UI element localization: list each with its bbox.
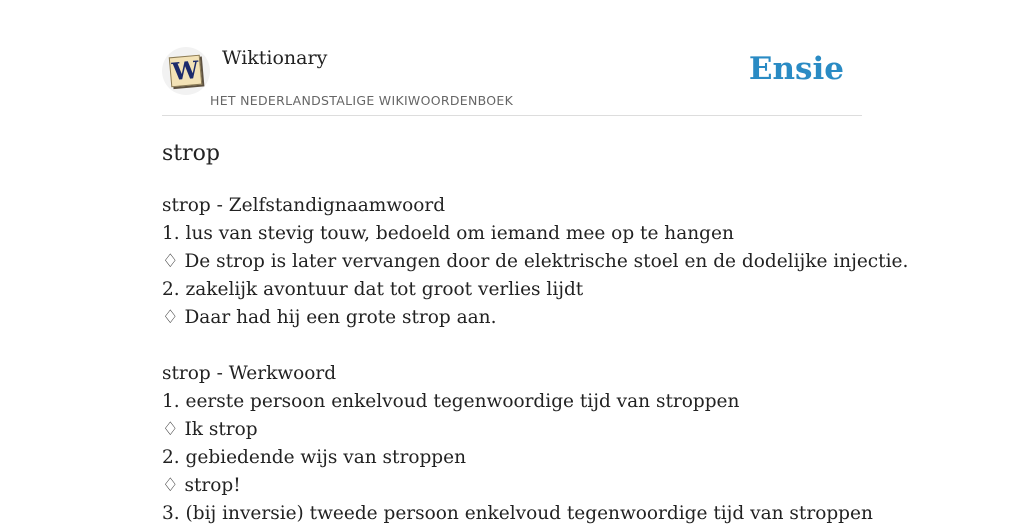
entry-heading: strop - Zelfstandignaamwoord xyxy=(162,195,446,216)
logo-letter: W xyxy=(170,54,201,87)
entry-spacer xyxy=(162,332,862,360)
logo-tile xyxy=(169,55,202,88)
ensie-brand-logo[interactable]: Ensie xyxy=(748,51,844,87)
site-header xyxy=(162,0,862,116)
definition-line: 1. eerste persoon enkelvoud tegenwoordige tijd van stroppen xyxy=(162,391,740,412)
entry-heading: strop - Werkwoord xyxy=(162,363,337,384)
page-title: strop xyxy=(162,141,220,166)
definition-line: 2. gebiedende wijs van stroppen xyxy=(162,447,467,468)
example-line: ♢ Daar had hij een grote strop aan. xyxy=(162,307,497,328)
definition-line: 2. zakelijk avontuur dat tot groot verlies lijdt xyxy=(162,279,584,300)
definition-line: 1. lus van stevig touw, bedoeld om iemand mee op te hangen xyxy=(162,223,734,244)
example-line: ♢ Ik strop xyxy=(162,419,258,440)
example-line: ♢ De strop is later vervangen door de elektrische stoel en de dodelijke injectie. xyxy=(162,251,909,272)
wiktionary-logo-icon[interactable] xyxy=(162,47,210,95)
page xyxy=(162,0,909,524)
site-subtitle: HET NEDERLANDSTALIGE WIKIWOORDENBOEK xyxy=(210,93,514,108)
definition-line: 3. (bij inversie) tweede persoon enkelvoud tegenwoordige tijd van stroppen xyxy=(162,503,873,524)
example-line: ♢ strop! xyxy=(162,475,241,496)
site-title[interactable]: Wiktionary xyxy=(222,47,328,69)
definition-content xyxy=(162,192,909,528)
